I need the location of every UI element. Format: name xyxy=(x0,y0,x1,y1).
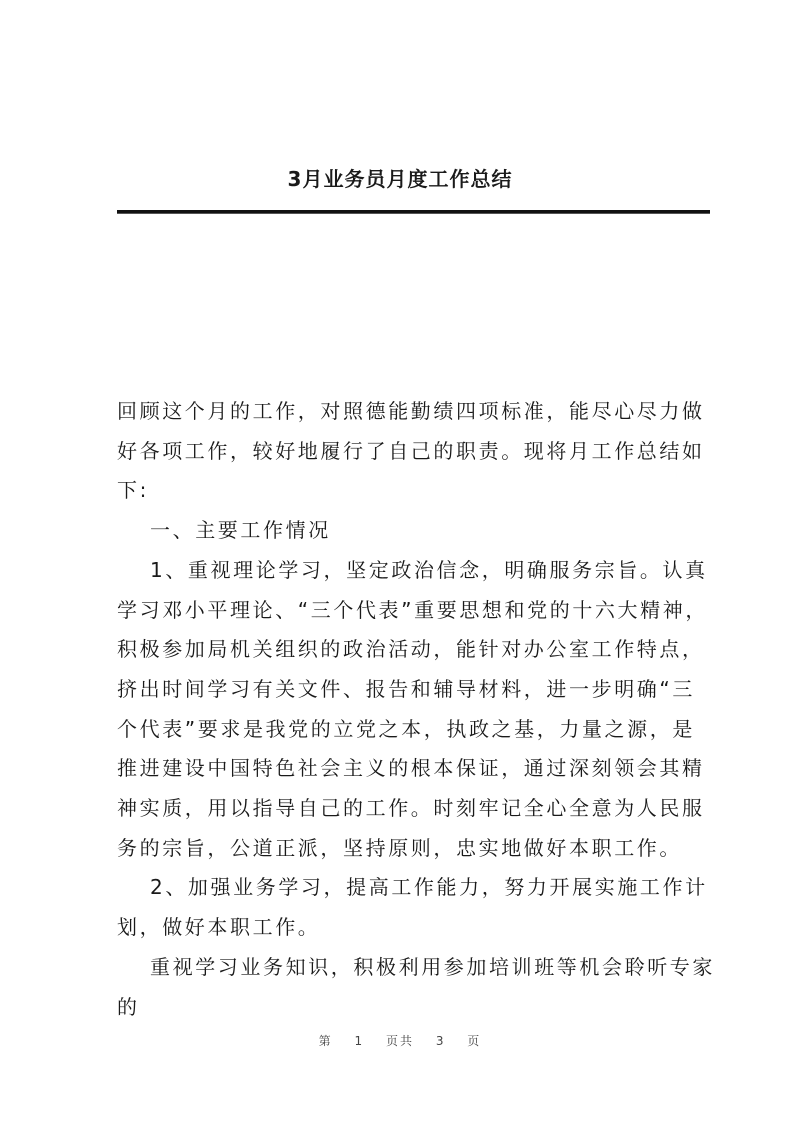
body-paragraph-continued: 重视学习业务知识，积极利用参加培训班等机会聆听专家的 xyxy=(117,954,715,1019)
title-underline-divider xyxy=(117,210,710,214)
page-footer xyxy=(0,1032,800,1049)
section-heading-main-work: 一、主要工作情况 xyxy=(150,518,331,543)
footer-page-mid: 页共 xyxy=(385,1034,414,1048)
document-title: 3月业务员月度工作总结 xyxy=(287,167,513,191)
footer-current-page: 1 xyxy=(354,1034,365,1048)
footer-page-prefix: 第 xyxy=(318,1034,333,1048)
footer-total-pages: 3 xyxy=(435,1034,446,1048)
body-paragraph-item-1: 1、重视理论学习，坚定政治信念，明确服务宗旨。认真学习邓小平理论、“三个代表”重要思想和党的十六大精神，积极参加局机关组织的政治活动，能针对办公室工作特点，挤出时间学习有关文件、报告和辅导材料，进一步明确“三个代表”要求是我党的立党之本，执政之基，力量之源，是推进建设中国特色社会主义的根本保证，通过深刻领会其精神实质，用以指导自己的工作。时刻牢记全心全意为人民服务的宗旨，公道正派，坚持原则，忠实地做好本职工作。 xyxy=(117,557,708,860)
body-paragraph-item-2: 2、加强业务学习，提高工作能力，努力开展实施工作计划，做好本职工作。 xyxy=(117,875,708,940)
footer-page-suffix: 页 xyxy=(467,1034,482,1048)
document-body xyxy=(117,392,717,1027)
body-paragraph-intro: 回顾这个月的工作，对照德能勤绩四项标准，能尽心尽力做好各项工作，较好地履行了自己的职责。现将月工作总结如下: xyxy=(117,399,705,503)
